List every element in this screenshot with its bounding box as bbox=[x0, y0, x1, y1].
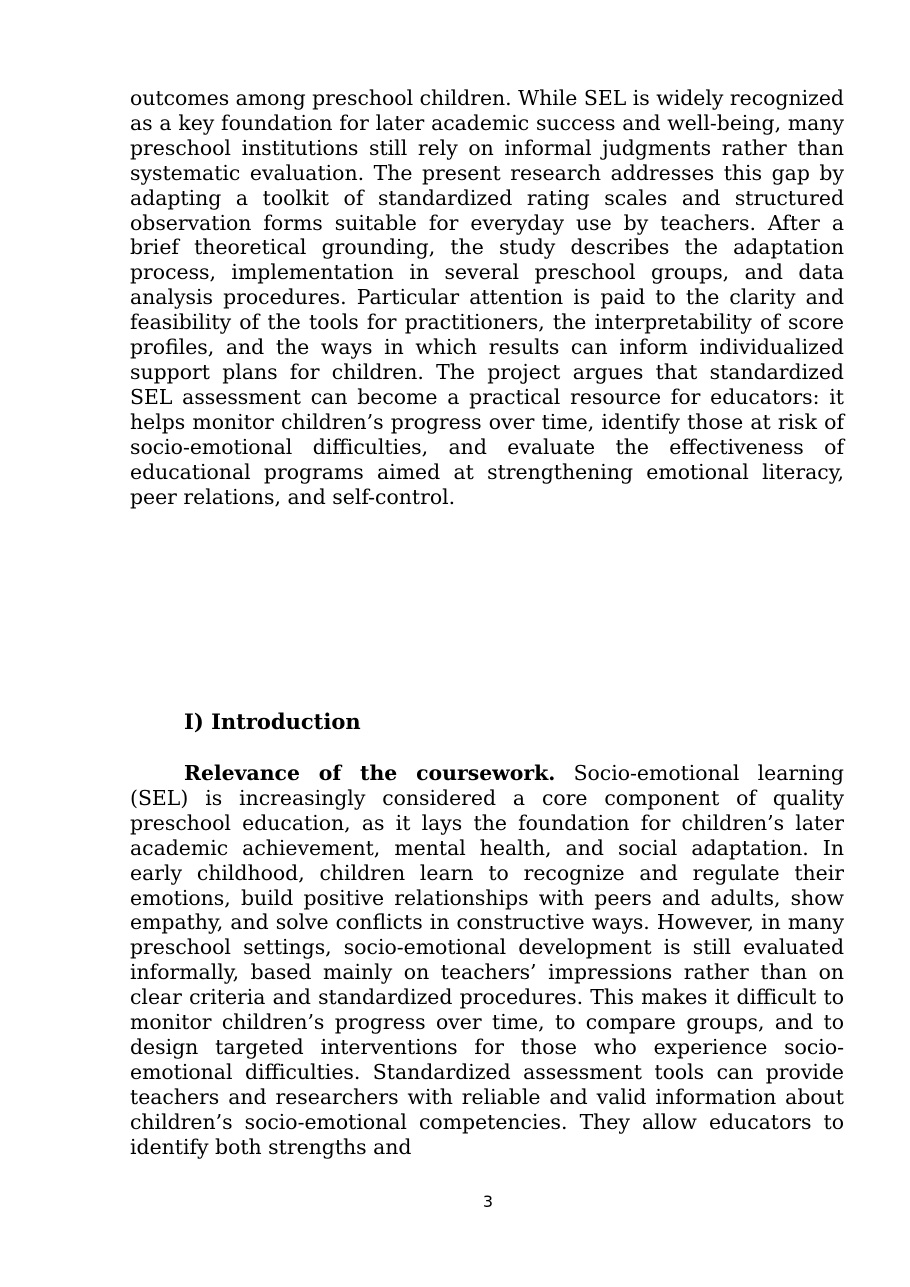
abstract-continuation-paragraph: outcomes among preschool children. While SEL is widely recognized as a key foundation for later academic success and well-being, many preschool institutions still rely on informal judgments rather than systematic evaluation. The present research addresses this gap by adapting a toolkit of standardized rating scales and structured observation forms suitable for everyday use by teachers. After a brief theoretical grounding, the study describes the adaptation process, implementation in several preschool groups, and data analysis procedures. Particular attention is paid to the clarity and feasibility of the tools for practitioners, the interpretability of score profiles, and the ways in which results can inform individualized support plans for children. The project argues that standardized SEL assessment can become a practical resource for educators: it helps monitor children’s progress over time, identify those at risk of socio-emotional difficulties, and evaluate the effectiveness of educational programs aimed at strengthening emotional literacy, peer relations, and self-control. bbox=[130, 86, 844, 509]
relevance-paragraph bbox=[130, 761, 844, 1160]
relevance-lead: Relevance of the coursework. bbox=[184, 761, 556, 785]
introduction-heading: I) Introduction bbox=[184, 709, 361, 734]
page-number: 3 bbox=[482, 1192, 494, 1211]
relevance-body: Socio-emotional learning (SEL) is increasingly considered a core component of quality preschool education, as it lays the foundation for children’s later academic achievement, mental health, and social adaptation. In early childhood, children learn to recognize and regulate their emotions, build positive relationships with peers and adults, show empathy, and solve conflicts in constructive ways. However, in many preschool settings, socio-emotional development is still evaluated informally, based mainly on teachers’ impressions rather than on clear criteria and standardized procedures. This makes it difficult to monitor children’s progress over time, to compare groups, and to design targeted interventions for those who experience socio-emotional difficulties. Standardized assessment tools can provide teachers and researchers with reliable and valid information about children’s socio-emotional competencies. They allow educators to identify both strengths and bbox=[130, 761, 844, 1159]
